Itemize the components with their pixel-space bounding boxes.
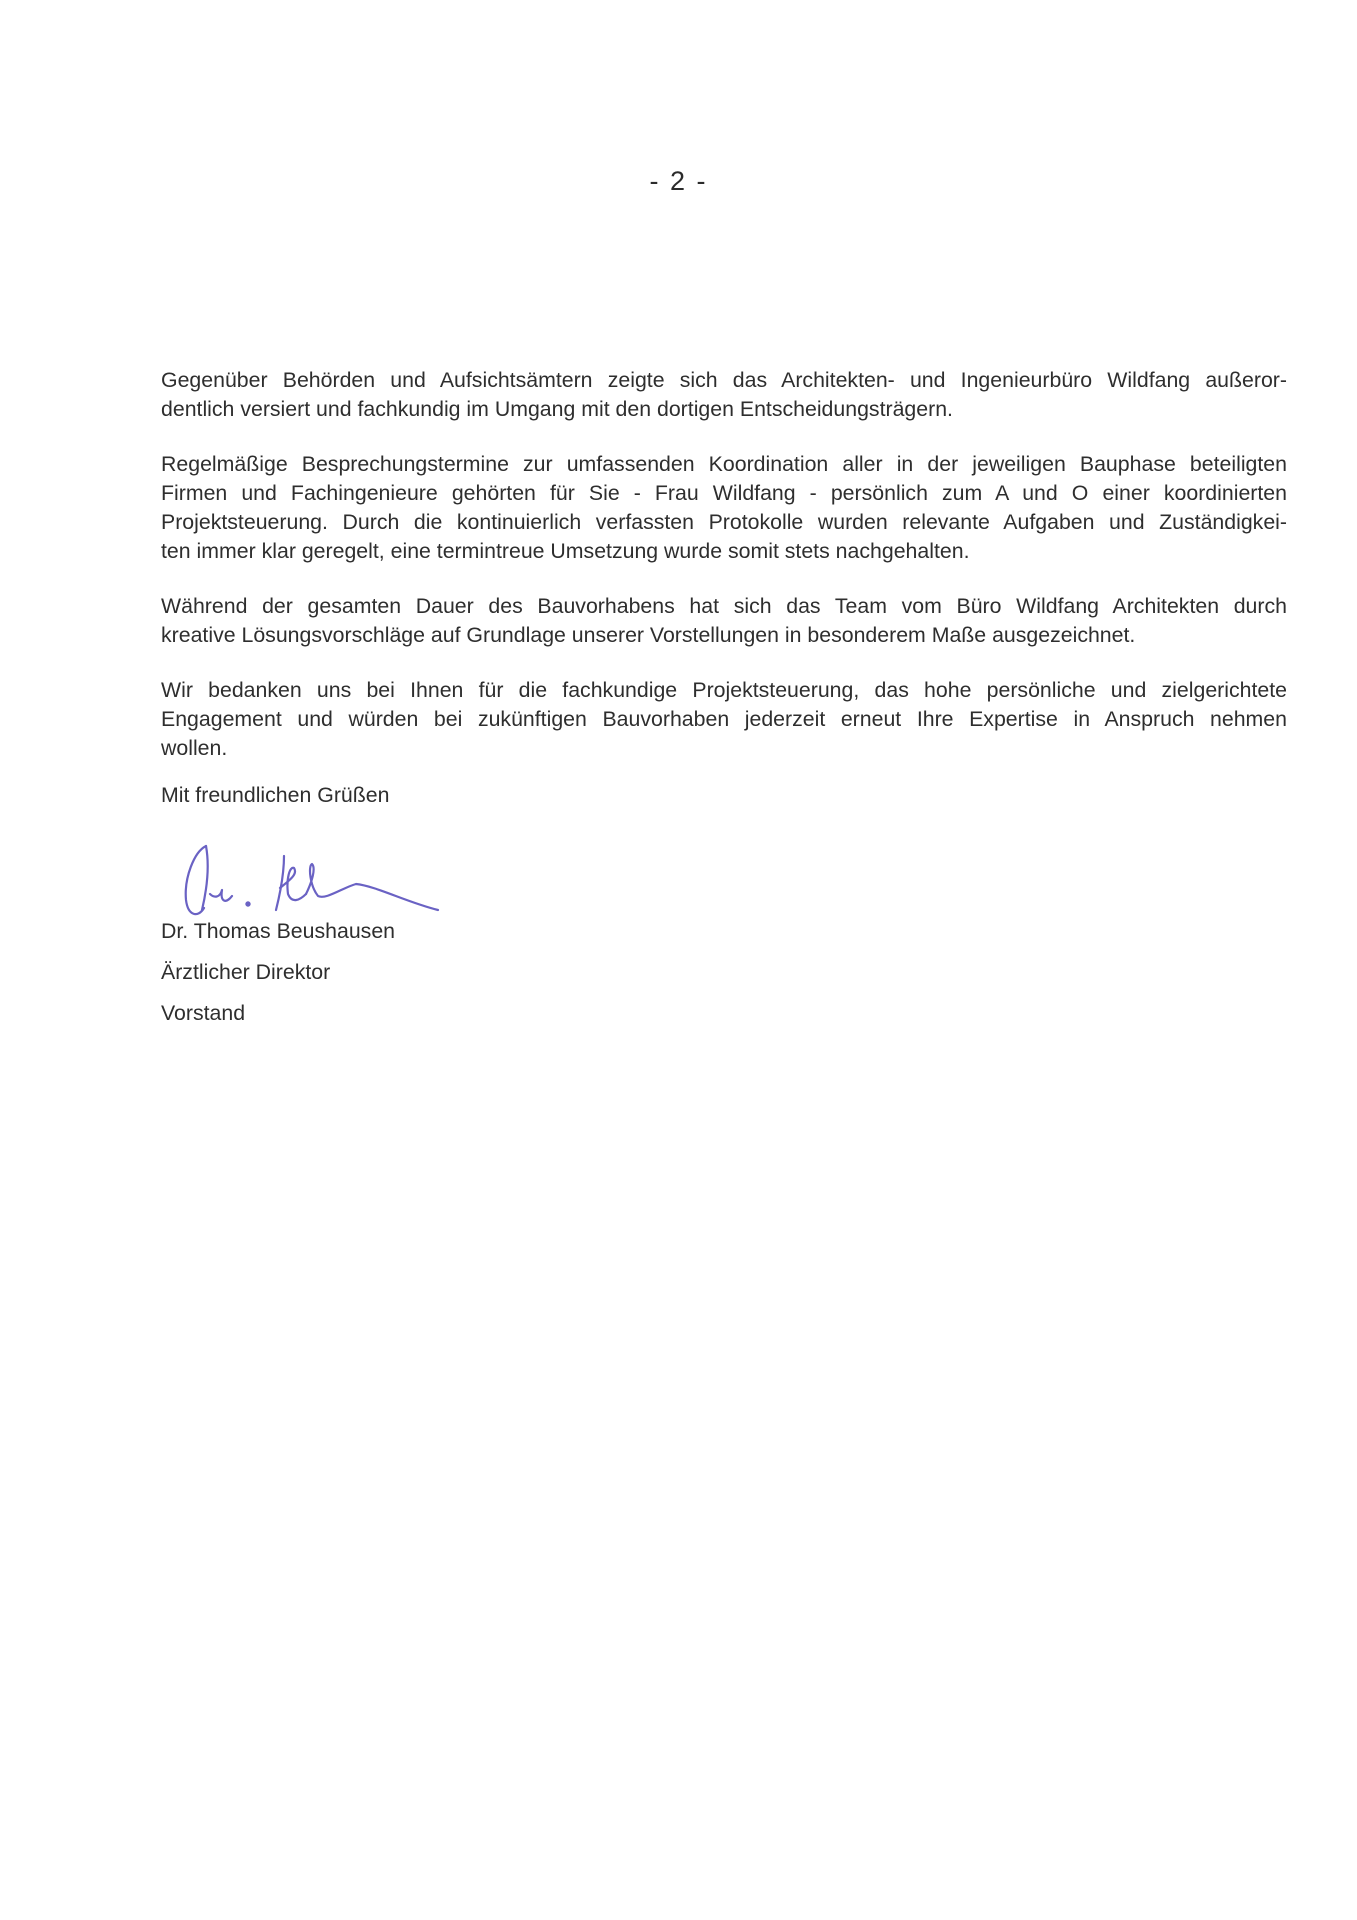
paragraph-line: wollen. bbox=[161, 736, 228, 760]
signer-role: Vorstand bbox=[161, 1001, 246, 1025]
paragraph-thanks bbox=[161, 676, 1287, 763]
signer-name: Dr. Thomas Beushausen bbox=[161, 919, 396, 943]
paragraph-line: Während der gesamten Dauer des Bauvorhabens hat sich das Team vom Büro Wildfang Architekten durch bbox=[161, 594, 1287, 618]
paragraph-line: Regelmäßige Besprechungstermine zur umfassenden Koordination aller in der jeweiligen Bauphase beteiligten bbox=[161, 452, 1287, 476]
paragraph-meetings bbox=[161, 450, 1287, 566]
letter-body bbox=[161, 366, 1287, 789]
signer-block bbox=[161, 917, 395, 1040]
paragraph-line: Firmen und Fachingenieure gehörten für Sie - Frau Wildfang - persönlich zum A und O einer koordinierten bbox=[161, 481, 1287, 505]
signer-title: Ärztlicher Direktor bbox=[161, 960, 331, 984]
paragraph-line: Engagement und würden bei zukünftigen Bauvorhaben jederzeit erneut Ihre Expertise in Anspruch nehmen bbox=[161, 707, 1287, 731]
paragraph-line: dentlich versiert und fachkundig im Umgang mit den dortigen Entscheidungsträgern. bbox=[161, 397, 953, 421]
closing-greeting: Mit freundlichen Grüßen bbox=[161, 783, 390, 807]
paragraph-authorities bbox=[161, 366, 1287, 424]
paragraph-line: Gegenüber Behörden und Aufsichtsämtern zeigte sich das Architekten- und Ingenieurbüro Wildfang außeror- bbox=[161, 368, 1287, 392]
paragraph-line: kreative Lösungsvorschläge auf Grundlage unserer Vorstellungen in besonderem Maße ausgezeichnet. bbox=[161, 623, 1136, 647]
handwritten-signature bbox=[176, 838, 446, 928]
paragraph-team bbox=[161, 592, 1287, 650]
page-number: - 2 - bbox=[649, 166, 708, 196]
paragraph-line: ten immer klar geregelt, eine termintreue Umsetzung wurde somit stets nachgehalten. bbox=[161, 539, 970, 563]
paragraph-line: Projektsteuerung. Durch die kontinuierlich verfassten Protokolle wurden relevante Aufgaben und Zuständigkei- bbox=[161, 510, 1287, 534]
paragraph-line: Wir bedanken uns bei Ihnen für die fachkundige Projektsteuerung, das hohe persönliche und zielgerichtete bbox=[161, 678, 1287, 702]
